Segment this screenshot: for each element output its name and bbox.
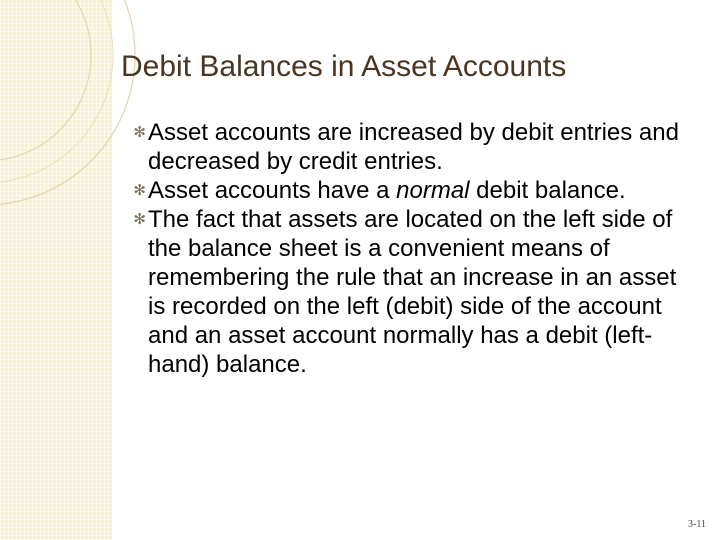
bullet-list — [133, 118, 688, 379]
swirl-bullet-icon: ✻ — [133, 124, 146, 141]
bullet-text: Asset accounts are increased by debit entries and decreased by credit entries. — [148, 119, 679, 175]
bullet-emphasis: normal — [396, 177, 470, 204]
bullet-text-start: Asset accounts have a — [148, 177, 397, 204]
swirl-bullet-icon: ✻ — [133, 182, 146, 199]
slide-number: 3-11 — [688, 519, 706, 530]
bullet-item — [133, 205, 688, 379]
swirl-bullet-icon: ✻ — [133, 211, 146, 228]
bullet-item — [133, 118, 688, 176]
bullet-item — [133, 176, 688, 205]
slide-title: Debit Balances in Asset Accounts — [121, 50, 567, 83]
bullet-text-end: debit balance. — [469, 177, 626, 204]
bullet-text: The fact that assets are located on the left side of the balance sheet is a convenient means of remembering the rule that an increase in an asset is recorded on the left (debit) side of the account and an asset account normally has a debit (left-hand) balance. — [148, 206, 677, 378]
